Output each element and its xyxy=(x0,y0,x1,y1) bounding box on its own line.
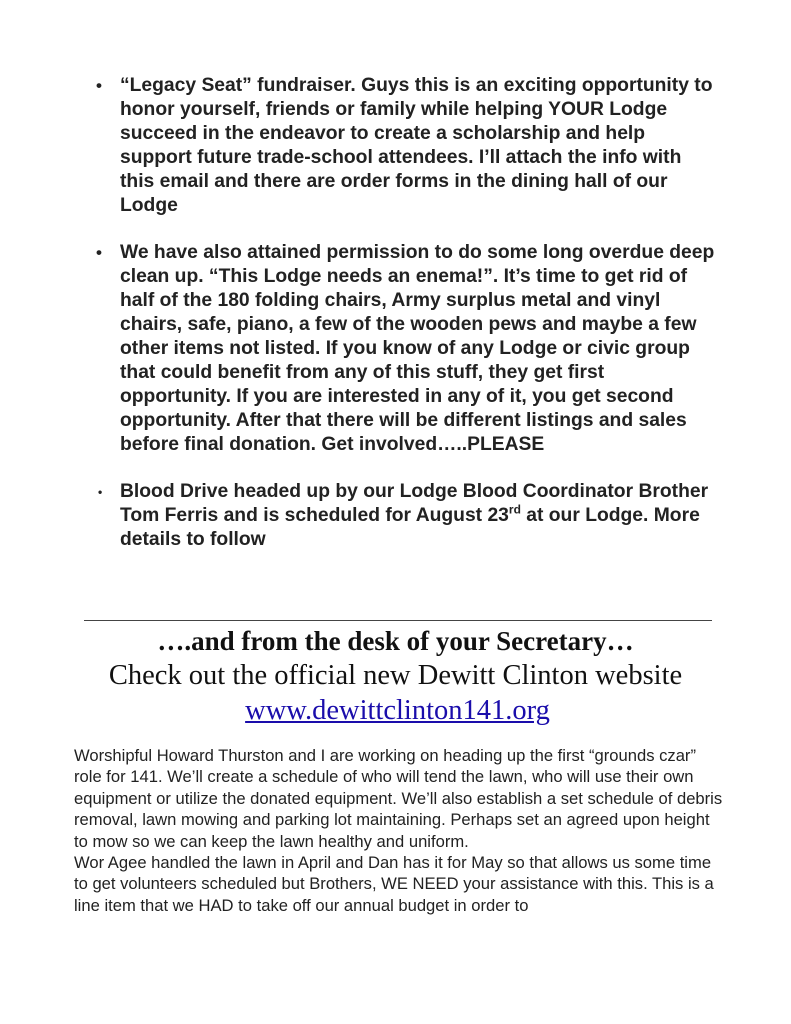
date-ordinal-suffix: rd xyxy=(508,502,521,517)
bullet-list xyxy=(0,74,791,552)
bullet-text: “Legacy Seat” fundraiser. Guys this is an exciting opportunity to honor yourself, friends or family while helping YOUR Lodge succeed in the endeavor to create a scholarship and help support future trade-school attendees. I’ll attach the info with this email and there are order forms in the dining hall of our Lodge xyxy=(120,75,713,216)
bullet-item-blood-drive xyxy=(98,480,720,552)
body-text xyxy=(74,745,724,916)
secretary-heading: ….and from the desk of your Secretary… xyxy=(157,626,634,656)
website-announcement: Check out the official new Dewitt Clinton website xyxy=(108,660,683,691)
bullet-item-legacy-seat xyxy=(96,74,720,218)
website-link[interactable]: www.dewittclinton141.org xyxy=(245,695,550,726)
secretary-section xyxy=(0,624,791,729)
bullet-item-deep-clean xyxy=(96,241,720,457)
bullet-text-after: at our Lodge. More details to follow xyxy=(120,505,700,550)
bullet-text-before: Blood Drive headed up by our Lodge Blood Coordinator Brother Tom Ferris and is scheduled for August 23 xyxy=(120,481,709,526)
body-paragraph-grounds: Worshipful Howard Thurston and I are working on heading up the first “grounds czar” role for 141. We’ll create a schedule of who will tend the lawn, who will use their own equipment or utilize the donated equipment. We’ll also establish a set schedule of debris removal, lawn mowing and parking lot maintaining. Perhaps set an agreed upon height to mow so we can keep the lawn healthy and uniform. xyxy=(74,746,723,851)
bullet-marker: • xyxy=(98,485,103,499)
body-paragraph-lawn: Wor Agee handled the lawn in April and Dan has it for May so that allows us some time to get volunteers scheduled but Brothers, WE NEED your assistance with this. This is a line item that we HAD to take off our annual budget in order to xyxy=(74,853,714,915)
bullet-marker: • xyxy=(96,76,102,95)
horizontal-divider xyxy=(84,620,712,621)
bullet-marker: • xyxy=(96,243,102,262)
bullet-text: We have also attained permission to do some long overdue deep clean up. “This Lodge needs an enema!”. It’s time to get rid of half of the 180 folding chairs, Army surplus metal and vinyl chairs, safe, piano, a few of the wooden pews and maybe a few other items not listed. If you know of any Lodge or civic group that could benefit from any of this stuff, they get first opportunity. If you are interested in any of it, you get second opportunity. After that there will be different listings and sales before final donation. Get involved…..PLEASE xyxy=(120,242,715,455)
bullet-text xyxy=(120,480,720,552)
